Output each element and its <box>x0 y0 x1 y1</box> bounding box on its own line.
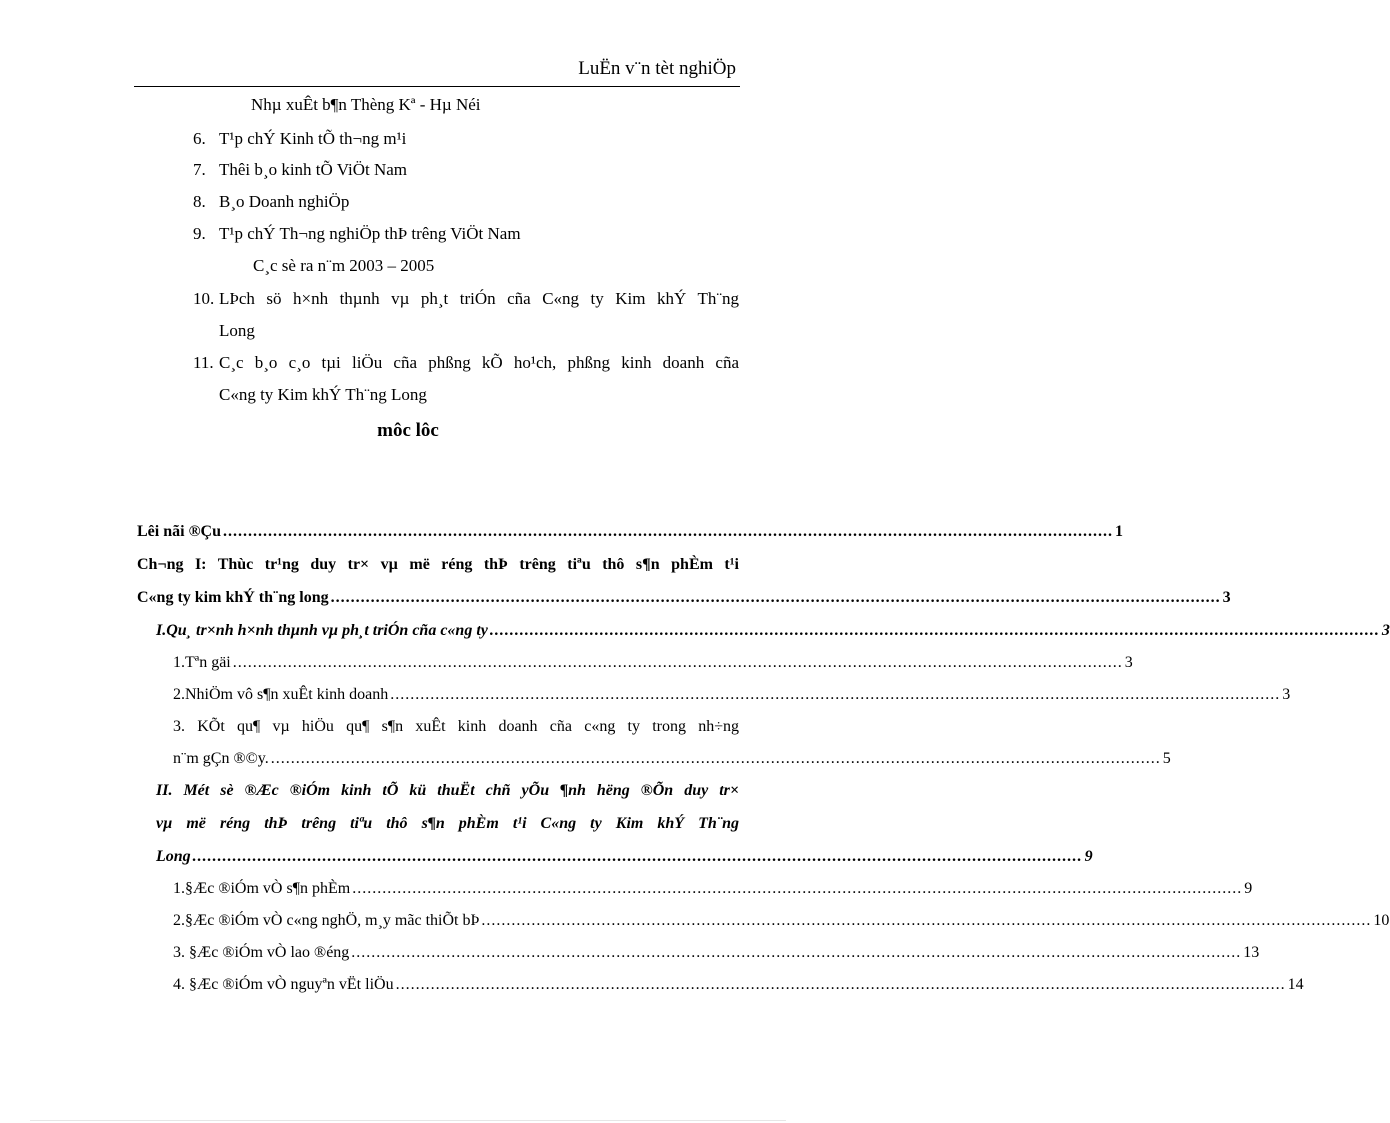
toc-leader-dots: .................................................................................................................................................................................. <box>395 976 1286 993</box>
reference-item-7 <box>193 160 408 180</box>
reference-item-10-line2: Long <box>219 321 255 340</box>
reference-number: 8. <box>193 192 206 211</box>
toc-leader-dots: .................................................................................................................................................................................. <box>351 944 1242 961</box>
toc-page-number: 9 <box>1084 848 1093 865</box>
toc-entry-2-4 <box>173 976 1304 994</box>
reference-text: Thêi b¸o kinh tÕ ViÖt Nam <box>219 160 408 179</box>
toc-entry-1-3-line1: 3. KÕt qu¶ vµ hiÖu qu¶ s¶n xuÊt kinh doanh cña c«ng ty trong nh÷ng <box>173 718 739 735</box>
toc-entry-label: 2.NhiÖm vô s¶n xuÊt kinh doanh <box>173 686 389 703</box>
toc-leader-dots: .................................................................................................................................................................................. <box>489 622 1380 639</box>
toc-page-number: 3 <box>1282 686 1291 703</box>
toc-entry-label: 1.Tªn gäi <box>173 654 231 671</box>
reference-item-11-line2: C«ng ty Kim khÝ Th¨ng Long <box>219 385 427 404</box>
toc-page-number: 5 <box>1162 750 1171 767</box>
toc-entry-2-2 <box>173 912 1390 930</box>
toc-entry-label: n¨m gÇn ®©y. <box>173 750 269 767</box>
toc-leader-dots: .................................................................................................................................................................................. <box>390 686 1281 703</box>
reference-item-9 <box>193 224 521 244</box>
toc-page-number: 3 <box>1124 654 1133 671</box>
reference-text: T¹p chÝ Th¬ng nghiÖp thÞ trêng ViÖt Nam <box>219 224 521 243</box>
toc-entry-label: C«ng ty kim khÝ th¨ng long <box>137 589 329 606</box>
toc-leader-dots: .................................................................................................................................................................................. <box>330 589 1221 606</box>
toc-entry-label: 4. §Æc ®iÓm vÒ nguyªn vËt liÖu <box>173 976 394 993</box>
toc-section-ii-line2: vµ më réng thÞ trêng tiªu thô s¶n phÈm t¹i C«ng ty Kim khÝ Th¨ng <box>156 815 739 832</box>
toc-page-number: 10 <box>1373 912 1390 929</box>
reference-number: 7. <box>193 160 206 179</box>
reference-item-10-number: 10. <box>193 289 215 308</box>
toc-page-number: 3 <box>1381 622 1390 639</box>
toc-page-number: 3 <box>1222 589 1231 606</box>
toc-entry-label: 3. §Æc ®iÓm vÒ lao ®éng <box>173 944 350 961</box>
toc-entry-1-2 <box>173 686 1291 704</box>
toc-title: môc lôc <box>377 420 439 441</box>
toc-page-number: 13 <box>1243 944 1260 961</box>
toc-entry-chapter1 <box>137 589 1231 607</box>
toc-entry-label: I.Qu¸ tr×nh h×nh thµnh vµ ph¸t triÓn cña c«ng ty <box>156 622 488 639</box>
toc-entry-label: Lêi nãi ®Çu <box>137 523 221 540</box>
toc-entry-section-i <box>156 622 1390 640</box>
reference-text: T¹p chÝ Kinh tÕ th¬ng m¹i <box>219 129 407 148</box>
reference-number: 6. <box>193 129 206 148</box>
toc-entry-2-3 <box>173 944 1260 962</box>
toc-entry-label: 2.§Æc ®iÓm vÒ c«ng nghÖ, m¸y mãc thiÕt bÞ <box>173 912 480 929</box>
toc-entry-1-3 <box>173 750 1171 768</box>
toc-chapter1-line1: Ch¬ng I: Thùc tr¹ng duy tr× vµ më réng thÞ trêng tiªu thô s¶n phÈm t¹i <box>137 556 739 573</box>
reference-item-8 <box>193 192 350 212</box>
toc-page-number: 14 <box>1287 976 1304 993</box>
reference-item-6 <box>193 129 407 149</box>
reference-item-11-line1: C¸c b¸o c¸o tµi liÖu cña phßng kÕ ho¹ch, phßng kinh doanh cña <box>219 353 739 372</box>
reference-publisher-line: Nhµ xuÊt b¶n Thèng Kª - Hµ Néi <box>251 95 481 114</box>
toc-leader-dots: .................................................................................................................................................................................. <box>232 654 1123 671</box>
toc-entry-label: 1.§Æc ®iÓm vÒ s¶n phÈm <box>173 880 351 897</box>
header-rule <box>134 86 740 87</box>
toc-entry-1-1 <box>173 654 1133 672</box>
toc-leader-dots: .................................................................................................................................................................................. <box>352 880 1243 897</box>
toc-leader-dots: .................................................................................................................................................................................. <box>481 912 1372 929</box>
toc-entry-intro <box>137 523 1123 541</box>
toc-leader-dots: .................................................................................................................................................................................. <box>192 848 1083 865</box>
toc-section-ii-line1: II. Mét sè ®Æc ®iÓm kinh tÕ kü thuËt chñ yÕu ¶nh hëng ®Õn duy tr× <box>156 782 739 799</box>
toc-entry-label: Long <box>156 848 191 865</box>
toc-entry-2-1 <box>173 880 1253 898</box>
toc-leader-dots: .................................................................................................................................................................................. <box>270 750 1161 767</box>
reference-item-11-number: 11. <box>193 353 214 372</box>
page-bottom-edge <box>30 1120 786 1121</box>
reference-item-10-line1: LÞch sö h×nh thµnh vµ ph¸t triÓn cña C«ng ty Kim khÝ Th¨ng <box>219 289 739 308</box>
toc-entry-section-ii <box>156 848 1093 866</box>
reference-number: 9. <box>193 224 206 243</box>
toc-page-number: 1 <box>1114 523 1123 540</box>
toc-leader-dots: .................................................................................................................................................................................. <box>222 523 1113 540</box>
reference-item-9-sub: C¸c sè ra n¨m 2003 – 2005 <box>253 256 435 275</box>
toc-page-number: 9 <box>1244 880 1253 897</box>
running-header-title: LuËn v¨n tèt nghiÖp <box>578 58 736 79</box>
reference-text: B¸o Doanh nghiÖp <box>219 192 350 211</box>
